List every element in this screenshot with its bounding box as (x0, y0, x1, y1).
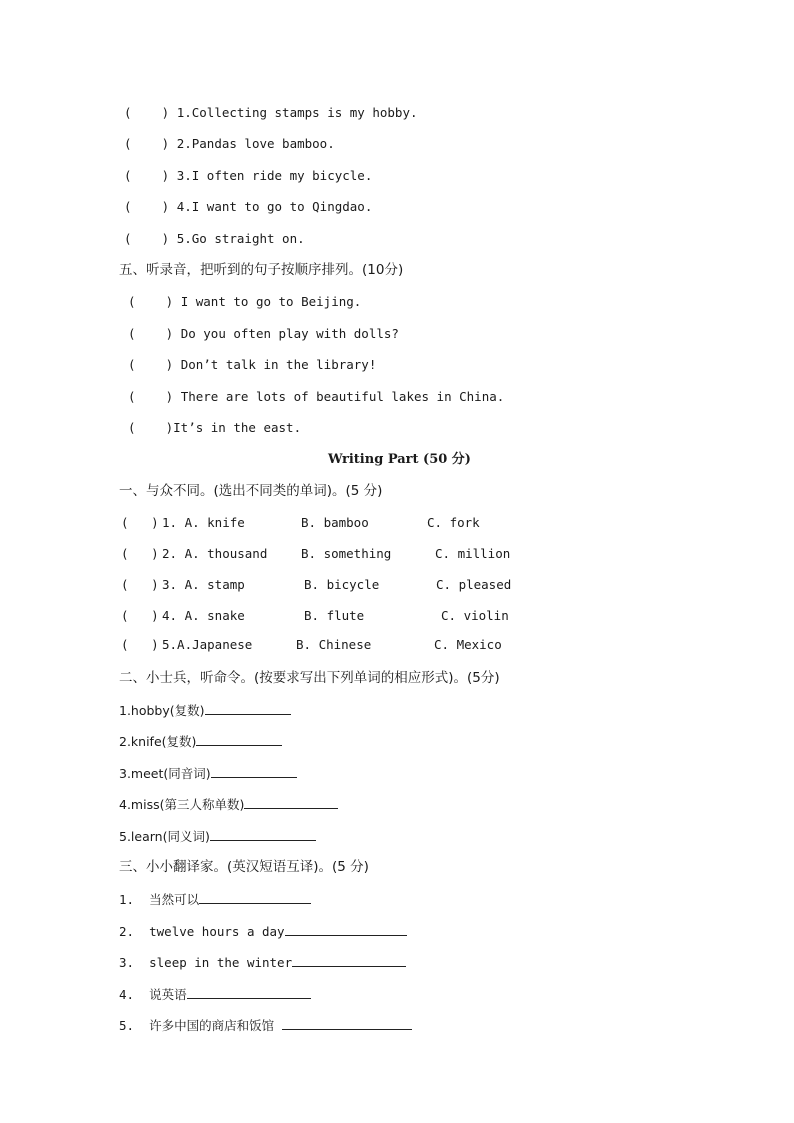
item-text: twelve hours a day (149, 924, 285, 939)
list-item (128, 420, 301, 436)
option-b: B. Chinese (296, 637, 372, 652)
list-item (119, 733, 282, 750)
answer-paren[interactable]: ( ) (121, 637, 159, 652)
answer-paren[interactable]: ( ) (121, 546, 159, 561)
item-number: 3. (119, 955, 135, 970)
item-text: 说英语 (149, 987, 187, 1002)
list-item (128, 357, 376, 373)
answer-blank[interactable] (199, 891, 311, 904)
option-b: B. bicycle (304, 577, 380, 592)
part-title: Writing Part (50 分) (328, 452, 471, 467)
item-number: 1. (119, 892, 135, 907)
item-text: 4.miss(第三人称单数) (119, 797, 245, 812)
answer-paren[interactable]: ( ) (124, 168, 170, 183)
item-text: I want to go to Beijing. (180, 294, 362, 309)
answer-blank[interactable] (244, 796, 338, 809)
answer-blank[interactable] (285, 923, 407, 936)
list-item (119, 954, 406, 971)
option-a: 3. A. stamp (162, 577, 245, 592)
item-text: Do you often play with dolls? (180, 326, 399, 341)
item-text: 2.Pandas love bamboo. (176, 136, 335, 151)
answer-blank[interactable] (282, 1017, 412, 1030)
list-item (124, 105, 418, 121)
answer-paren[interactable]: ( ) (124, 231, 170, 246)
list-item (119, 891, 311, 908)
list-item (128, 326, 399, 342)
answer-paren[interactable]: ( ) (128, 294, 174, 309)
item-text: Don’t talk in the library! (180, 357, 377, 372)
item-text: 3.I often ride my bicycle. (176, 168, 373, 183)
item-text: There are lots of beautiful lakes in China. (180, 389, 505, 404)
answer-paren[interactable]: ( ) (124, 136, 170, 151)
section-title: 三、小小翻译家。(英汉短语互译)。(5 分) (119, 859, 369, 875)
answer-blank[interactable] (292, 954, 406, 967)
answer-paren[interactable]: ( ) (121, 608, 159, 623)
option-a: 4. A. snake (162, 608, 245, 623)
list-item (119, 828, 316, 845)
list-item (128, 389, 504, 405)
option-b: B. flute (304, 608, 365, 623)
answer-paren[interactable]: ( ) (128, 420, 174, 435)
item-text: 2.knife(复数) (119, 734, 197, 749)
item-number: 2. (119, 924, 135, 939)
list-item (124, 168, 372, 184)
option-a: 2. A. thousand (162, 546, 268, 561)
answer-blank[interactable] (196, 733, 282, 746)
item-text: 当然可以 (149, 892, 200, 907)
answer-blank[interactable] (210, 828, 316, 841)
item-text: 5.Go straight on. (176, 231, 305, 246)
answer-blank[interactable] (187, 986, 311, 999)
item-text: 4.I want to go to Qingdao. (176, 199, 373, 214)
section-title: 二、小士兵，听命令。(按要求写出下列单词的相应形式)。(5分) (119, 670, 500, 686)
answer-paren[interactable]: ( ) (128, 357, 174, 372)
item-text: 3.meet(同音词) (119, 766, 211, 781)
item-text: 1.Collecting stamps is my hobby. (176, 105, 418, 120)
option-c: C. million (435, 546, 511, 561)
list-item (119, 702, 291, 719)
option-a: 1. A. knife (162, 515, 245, 530)
section-title: 五、听录音，把听到的句子按顺序排列。(10分) (119, 262, 404, 278)
option-a: 5.A.Japanese (162, 637, 253, 652)
list-item (128, 294, 361, 310)
item-number: 5. (119, 1018, 135, 1033)
list-item (124, 199, 372, 215)
answer-paren[interactable]: ( ) (121, 515, 159, 530)
option-c: C. violin (441, 608, 509, 623)
answer-paren[interactable]: ( ) (121, 577, 159, 592)
option-c: C. Mexico (434, 637, 502, 652)
item-text: 1.hobby(复数) (119, 703, 205, 718)
list-item (124, 231, 305, 247)
item-text: 许多中国的商店和饭馆 (149, 1018, 275, 1033)
list-item (119, 1017, 412, 1034)
list-item (119, 765, 297, 782)
section-title: 一、与众不同。(选出不同类的单词)。(5 分) (119, 483, 383, 499)
item-text: 5.learn(同义词) (119, 829, 210, 844)
list-item (119, 923, 407, 940)
option-c: C. fork (427, 515, 480, 530)
option-c: C. pleased (436, 577, 512, 592)
list-item (124, 136, 335, 152)
item-text: It’s in the east. (173, 420, 302, 435)
list-item (119, 986, 311, 1003)
answer-paren[interactable]: ( ) (128, 389, 174, 404)
answer-paren[interactable]: ( ) (124, 199, 170, 214)
answer-blank[interactable] (211, 765, 297, 778)
answer-paren[interactable]: ( ) (128, 326, 174, 341)
option-b: B. something (301, 546, 392, 561)
item-text: sleep in the winter (149, 955, 293, 970)
answer-paren[interactable]: ( ) (124, 105, 170, 120)
item-number: 4. (119, 987, 135, 1002)
list-item (119, 796, 338, 813)
answer-blank[interactable] (205, 702, 291, 715)
option-b: B. bamboo (301, 515, 369, 530)
